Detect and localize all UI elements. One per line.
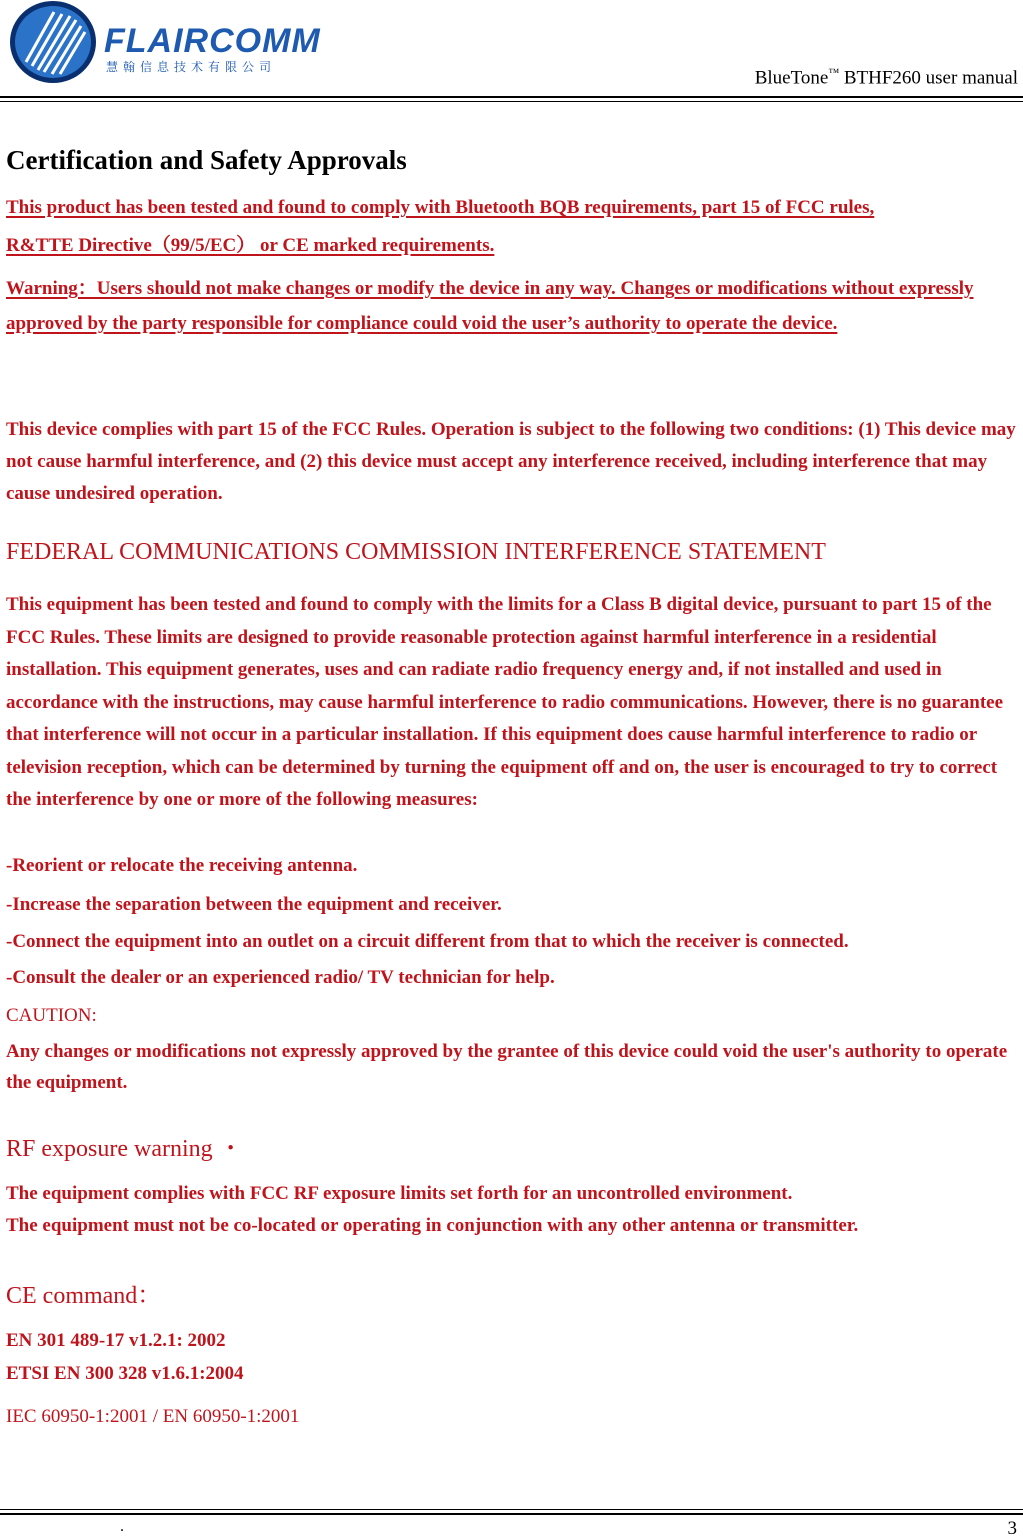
page-title: Certification and Safety Approvals — [6, 145, 407, 175]
trademark: ™ — [828, 67, 840, 79]
modification-warning: Warning：Users should not make changes or modify the device in any way. Changes or modifications without expressly approved by the party responsible for compliance could void the user’s authority to operate the device. — [6, 278, 974, 334]
ce-heading: CE command： — [6, 1283, 162, 1309]
ce-standard: EN 301 489-17 v1.2.1: 2002 — [6, 1330, 226, 1351]
caution-text: Any changes or modifications not expressly approved by the grantee of this device could void the user's authority to operate the equipment. — [6, 1041, 1008, 1093]
rf-line-1: The equipment complies with FCC RF exposure limits set forth for an uncontrolled environment. — [6, 1183, 793, 1204]
ce-standard: ETSI EN 300 328 v1.6.1:2004 — [6, 1363, 244, 1384]
measure-item: -Consult the dealer or an experienced radio/ TV technician for help. — [6, 967, 555, 988]
caution-label: CAUTION: — [6, 1005, 97, 1026]
compliance-statement-line-1: This product has been tested and found to comply with Bluetooth BQB requirements, part 15 of FCC rules, — [6, 197, 875, 218]
logo-wordmark: FLAIRCOMM — [104, 22, 321, 60]
company-logo — [8, 0, 321, 88]
footer-divider-bottom — [0, 1513, 1023, 1515]
flaircomm-logo-icon — [8, 0, 100, 88]
fcc-heading: FEDERAL COMMUNICATIONS COMMISSION INTERFERENCE STATEMENT — [6, 539, 826, 565]
header-divider-top — [0, 96, 1023, 98]
product-name: BlueTone — [754, 67, 829, 89]
footer-dot: . — [120, 1518, 124, 1535]
measure-item: -Reorient or relocate the receiving antenna. — [6, 855, 358, 876]
document-title-header — [755, 67, 1018, 89]
footer-divider-top — [0, 1509, 1023, 1510]
rf-line-2: The equipment must not be co-located or operating in conjunction with any other antenna or transmitter. — [6, 1215, 859, 1236]
compliance-statement-line-2: R&TTE Directive（99/5/EC） or CE marked requirements. — [6, 235, 495, 256]
measure-item: -Increase the separation between the equipment and receiver. — [6, 894, 502, 915]
measure-item: -Connect the equipment into an outlet on a circuit different from that to which the receiver is connected. — [6, 931, 849, 952]
ce-standard: IEC 60950-1:2001 / EN 60950-1:2001 — [6, 1406, 300, 1427]
logo-subtitle: 慧翰信息技术有限公司 — [106, 60, 277, 74]
header-divider-bottom — [0, 101, 1023, 102]
page-number: 3 — [1007, 1518, 1017, 1539]
fcc-part15-notice: This device complies with part 15 of the FCC Rules. Operation is subject to the following two conditions: (1) This device may not cause harmful interference, and (2) this device must accept any interference received, including interference that may cause undesired operation. — [6, 419, 1016, 504]
fcc-statement-body: This equipment has been tested and found to comply with the limits for a Class B digital device, pursuant to part 15 of the FCC Rules. These limits are designed to provide reasonable protection against harmful interference in a residential installation. This equipment generates, uses and can radiate radio frequency energy and, if not installed and used in accordance with the instructions, may cause harmful interference to radio communications. However, there is no guarantee that interference will not occur in a particular installation. If this equipment does cause harmful interference to radio or television reception, which can be determined by turning the equipment off and on, the user is encouraged to try to correct the interference by one or more of the following measures: — [6, 594, 1004, 810]
manual-title: BTHF260 user manual — [839, 67, 1018, 89]
rf-heading: RF exposure warning ・ — [6, 1136, 243, 1162]
